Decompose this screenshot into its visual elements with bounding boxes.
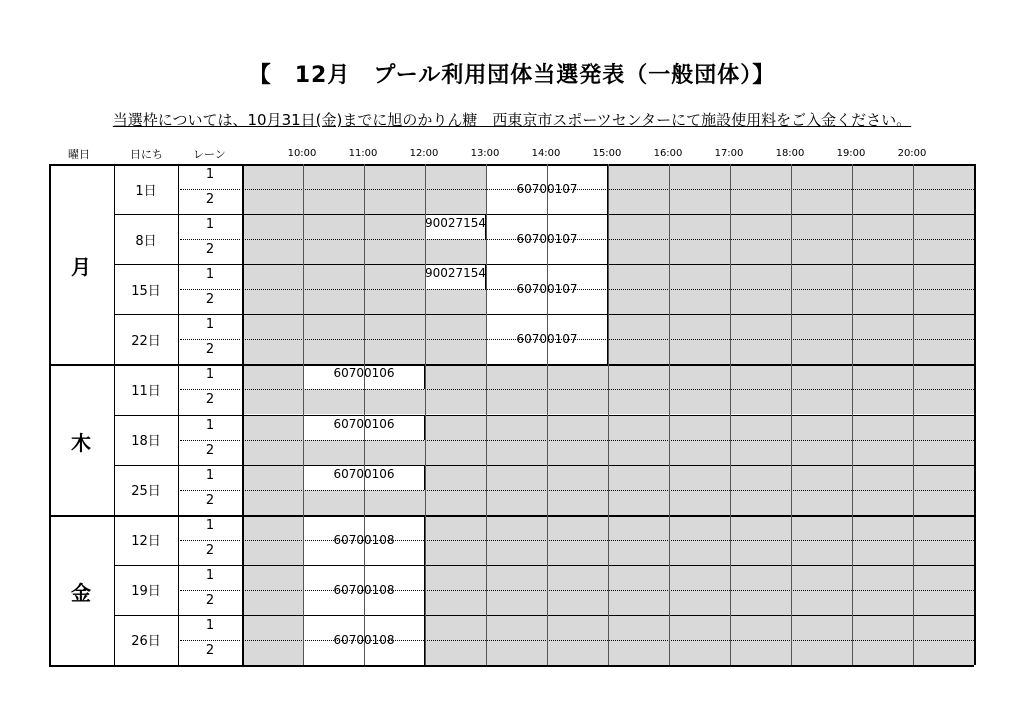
day-label: 12日 bbox=[131, 534, 161, 550]
lane-separator bbox=[180, 389, 240, 390]
time-label: 11:00 bbox=[348, 148, 378, 159]
day-label: 25日 bbox=[131, 484, 161, 500]
lane-label: 2 bbox=[205, 192, 215, 207]
lane-label: 2 bbox=[205, 342, 215, 358]
booking-slot: 90027154 bbox=[425, 264, 486, 289]
booking-slot: 60700107 bbox=[486, 314, 608, 364]
day-label: 26日 bbox=[131, 634, 161, 650]
lane-label: 2 bbox=[205, 592, 215, 608]
hour-line bbox=[913, 164, 914, 665]
column-line bbox=[114, 164, 115, 665]
lane-separator bbox=[180, 640, 240, 641]
day-label: 19日 bbox=[131, 584, 161, 600]
lane-label: 1 bbox=[205, 167, 215, 182]
group-line bbox=[49, 515, 974, 517]
lane-separator bbox=[180, 440, 240, 441]
column-line bbox=[242, 164, 244, 665]
time-label: 18:00 bbox=[775, 148, 805, 159]
group-line bbox=[49, 164, 974, 166]
dow-label: 月 bbox=[71, 255, 91, 280]
booking-slot: 60700107 bbox=[486, 214, 608, 264]
lane-separator bbox=[180, 239, 240, 240]
lane-label: 1 bbox=[205, 217, 215, 233]
lane-label: 1 bbox=[205, 617, 215, 633]
day-label: 8日 bbox=[135, 233, 157, 249]
lane-label: 1 bbox=[205, 467, 215, 483]
header-lane: レーン bbox=[193, 148, 226, 161]
payment-notice-text: 当選枠については、10月31日(金)までに旭のかりん糖 西東京市スポーツセンターにて施設使用料をご入金ください。 bbox=[112, 111, 912, 129]
lane-separator bbox=[180, 339, 240, 340]
day-label: 1日 bbox=[135, 183, 157, 199]
lane-label: 2 bbox=[205, 442, 215, 458]
lane-separator bbox=[180, 540, 240, 541]
table-left bbox=[49, 164, 51, 665]
hour-line bbox=[791, 164, 792, 665]
hour-line bbox=[608, 164, 609, 665]
day-label: 15日 bbox=[131, 283, 161, 299]
hour-line bbox=[364, 164, 365, 665]
day-label: 22日 bbox=[131, 333, 161, 349]
lane-label: 2 bbox=[205, 492, 215, 508]
hour-line bbox=[486, 164, 487, 665]
booking-slot: 60700107 bbox=[486, 264, 608, 314]
lane-label: 1 bbox=[205, 367, 215, 383]
hour-line bbox=[669, 164, 670, 665]
booking-slot: 60700108 bbox=[303, 615, 425, 665]
lane-separator bbox=[180, 490, 240, 491]
time-label: 17:00 bbox=[714, 148, 744, 159]
booking-slot: 90027154 bbox=[425, 214, 486, 239]
lane-separator bbox=[180, 590, 240, 591]
lane-label: 1 bbox=[205, 267, 215, 283]
time-label: 20:00 bbox=[897, 148, 927, 159]
lane-label: 1 bbox=[205, 417, 215, 433]
lane-label: 2 bbox=[205, 242, 215, 258]
booking-slot: 60700106 bbox=[303, 364, 425, 389]
booking-slot: 60700106 bbox=[303, 415, 425, 440]
hour-line bbox=[547, 164, 548, 665]
header-day: 日にち bbox=[130, 148, 163, 161]
table-bottom bbox=[49, 665, 974, 667]
time-label: 14:00 bbox=[531, 148, 561, 159]
table-right bbox=[974, 164, 976, 665]
lane-label: 2 bbox=[205, 542, 215, 558]
group-line bbox=[49, 364, 974, 366]
header-dow: 曜日 bbox=[68, 148, 90, 161]
lane-separator bbox=[180, 289, 240, 290]
dow-label: 木 bbox=[71, 430, 91, 455]
booking-slot: 60700108 bbox=[303, 515, 425, 565]
lane-label: 1 bbox=[205, 567, 215, 583]
hour-line bbox=[425, 164, 426, 665]
booking-slot: 60700106 bbox=[303, 465, 425, 490]
dow-label: 金 bbox=[71, 580, 91, 605]
time-label: 19:00 bbox=[836, 148, 866, 159]
lane-label: 1 bbox=[205, 317, 215, 333]
lane-label: 2 bbox=[205, 642, 215, 658]
lane-separator bbox=[180, 189, 240, 190]
lane-label: 1 bbox=[205, 517, 215, 533]
time-label: 15:00 bbox=[592, 148, 622, 159]
time-label: 13:00 bbox=[470, 148, 500, 159]
time-label: 10:00 bbox=[287, 148, 317, 159]
lane-label: 2 bbox=[205, 392, 215, 408]
hour-line bbox=[852, 164, 853, 665]
page-title: 【 12月 プール利用団体当選発表（一般団体）】 bbox=[248, 63, 776, 88]
day-label: 11日 bbox=[131, 383, 161, 399]
day-label: 18日 bbox=[131, 434, 161, 450]
lane-label: 2 bbox=[205, 292, 215, 308]
booking-slot: 60700108 bbox=[303, 565, 425, 615]
hour-line bbox=[303, 164, 304, 665]
hour-line bbox=[730, 164, 731, 665]
column-line bbox=[178, 164, 179, 665]
time-label: 12:00 bbox=[409, 148, 439, 159]
time-label: 16:00 bbox=[653, 148, 683, 159]
booking-slot: 60700107 bbox=[486, 164, 608, 214]
